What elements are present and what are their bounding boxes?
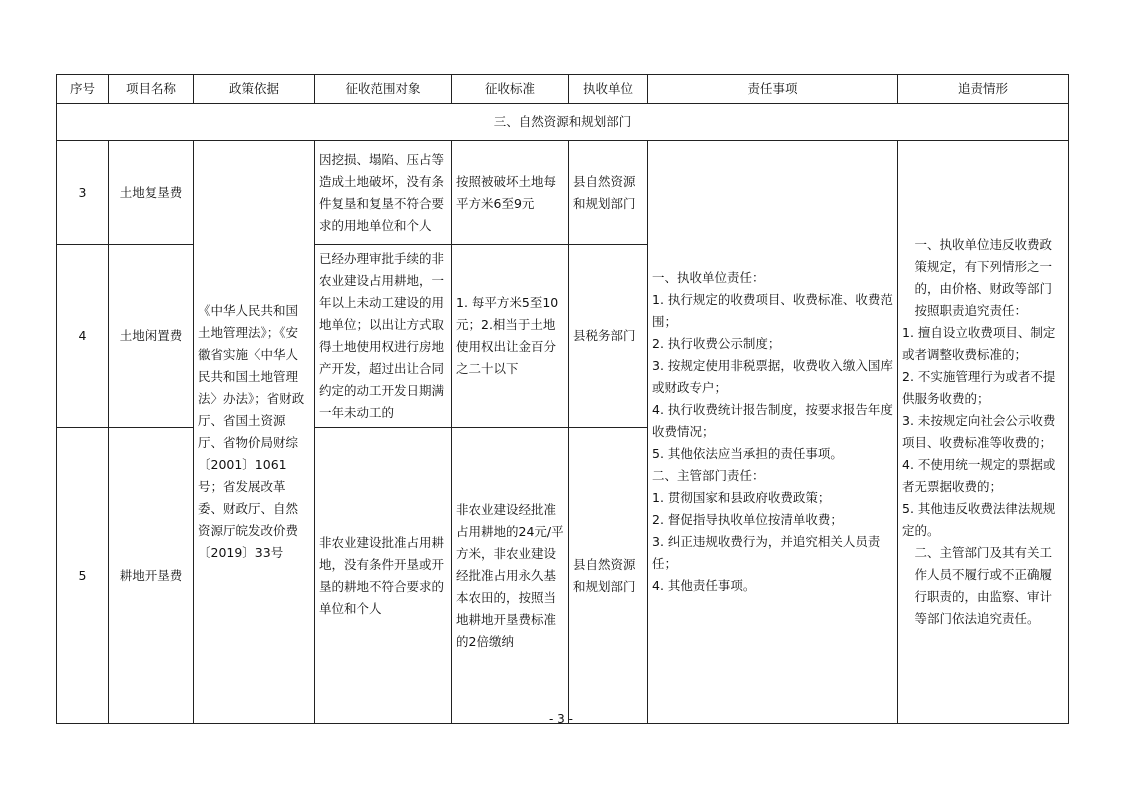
accountability-item: 5. 其他违反收费法律法规规定的。 — [902, 501, 1056, 538]
accountability-item: 二、主管部门及其有关工作人员不履行或不正确履行职责的，由监察、审计等部门依法追究责任。 — [914, 545, 1053, 626]
row-no: 5 — [57, 428, 109, 724]
accountability-item: 4. 不使用统一规定的票据或者无票据收费的； — [902, 457, 1056, 494]
accountability-item: 2. 不实施管理行为或者不提供服务收费的； — [902, 369, 1056, 406]
responsibility-item: 1. 执行规定的收费项目、收费标准、收费范围； — [652, 292, 893, 329]
header-unit: 执收单位 — [569, 75, 648, 104]
responsibility-item: 2. 执行收费公示制度； — [652, 336, 781, 351]
table-row — [57, 141, 1069, 245]
row-scope: 因挖损、塌陷、压占等造成土地破坏，没有条件复垦和复垦不符合要求的用地单位和个人 — [315, 141, 452, 245]
header-policy: 政策依据 — [194, 75, 315, 104]
header-accountability: 追责情形 — [898, 75, 1069, 104]
row-scope: 非农业建设批准占用耕地，没有条件开垦或开垦的耕地不符合要求的单位和个人 — [315, 428, 452, 724]
responsibility-item: 4. 执行收费统计报告制度，按要求报告年度收费情况； — [652, 402, 893, 439]
header-no: 序号 — [57, 75, 109, 104]
section-title: 三、自然资源和规划部门 — [57, 104, 1069, 141]
header-scope: 征收范围对象 — [315, 75, 452, 104]
row-unit: 县税务部门 — [569, 245, 648, 428]
fee-table — [56, 74, 1069, 724]
row-no: 3 — [57, 141, 109, 245]
row-scope: 已经办理审批手续的非农业建设占用耕地，一年以上未动工建设的用地单位；以出让方式取得土地使用权进行房地产开发，超过出让合同约定的动工开发日期满一年未动工的 — [315, 245, 452, 428]
row-name: 耕地开垦费 — [109, 428, 194, 724]
row-standard: 非农业建设经批准占用耕地的24元/平方米，非农业建设经批准占用永久基本农田的，按照当地耕地开垦费标准的2倍缴纳 — [452, 428, 569, 724]
row-name: 土地闲置费 — [109, 245, 194, 428]
header-name: 项目名称 — [109, 75, 194, 104]
accountability-item: 一、执收单位违反收费政策规定，有下列情形之一的，由价格、财政等部门按照职责追究责任： — [914, 237, 1053, 318]
policy-basis: 《中华人民共和国土地管理法》；《安徽省实施〈中华人民共和国土地管理法〉办法》；省财政厅、省国土资源厅、省物价局财综〔2001〕1061号；省发展改革委、财政厅、自然资源厅皖发改价费〔2019〕33号 — [194, 141, 315, 724]
row-unit: 县自然资源和规划部门 — [569, 141, 648, 245]
responsibility-item: 3. 按规定使用非税票据，收费收入缴入国库或财政专户； — [652, 358, 893, 395]
header-row — [57, 75, 1069, 104]
header-standard: 征收标准 — [452, 75, 569, 104]
accountability-cell — [898, 141, 1069, 724]
responsibilities-cell — [648, 141, 898, 724]
row-standard: 按照被破坏土地每平方米6至9元 — [452, 141, 569, 245]
row-standard: 1. 每平方米5至10元；2.相当于土地使用权出让金百分之二十以下 — [452, 245, 569, 428]
row-unit: 县自然资源和规划部门 — [569, 428, 648, 724]
responsibility-item: 5. 其他依法应当承担的责任事项。 — [652, 446, 843, 461]
accountability-item: 3. 未按规定向社会公示收费项目、收费标准等收费的； — [902, 413, 1056, 450]
row-name: 土地复垦费 — [109, 141, 194, 245]
row-no: 4 — [57, 245, 109, 428]
responsibility-item: 4. 其他责任事项。 — [652, 578, 756, 593]
responsibility-item: 二、主管部门责任： — [652, 468, 765, 483]
accountability-item: 1. 擅自设立收费项目、制定或者调整收费标准的； — [902, 325, 1056, 362]
page-number: - 3 - — [549, 712, 573, 726]
header-responsibilities: 责任事项 — [648, 75, 898, 104]
responsibility-item: 3. 纠正违规收费行为，并追究相关人员责任； — [652, 534, 881, 571]
section-row — [57, 104, 1069, 141]
responsibility-item: 1. 贯彻国家和县政府收费政策； — [652, 490, 831, 505]
responsibility-item: 一、执收单位责任： — [652, 270, 765, 285]
responsibility-item: 2. 督促指导执收单位按清单收费； — [652, 512, 843, 527]
